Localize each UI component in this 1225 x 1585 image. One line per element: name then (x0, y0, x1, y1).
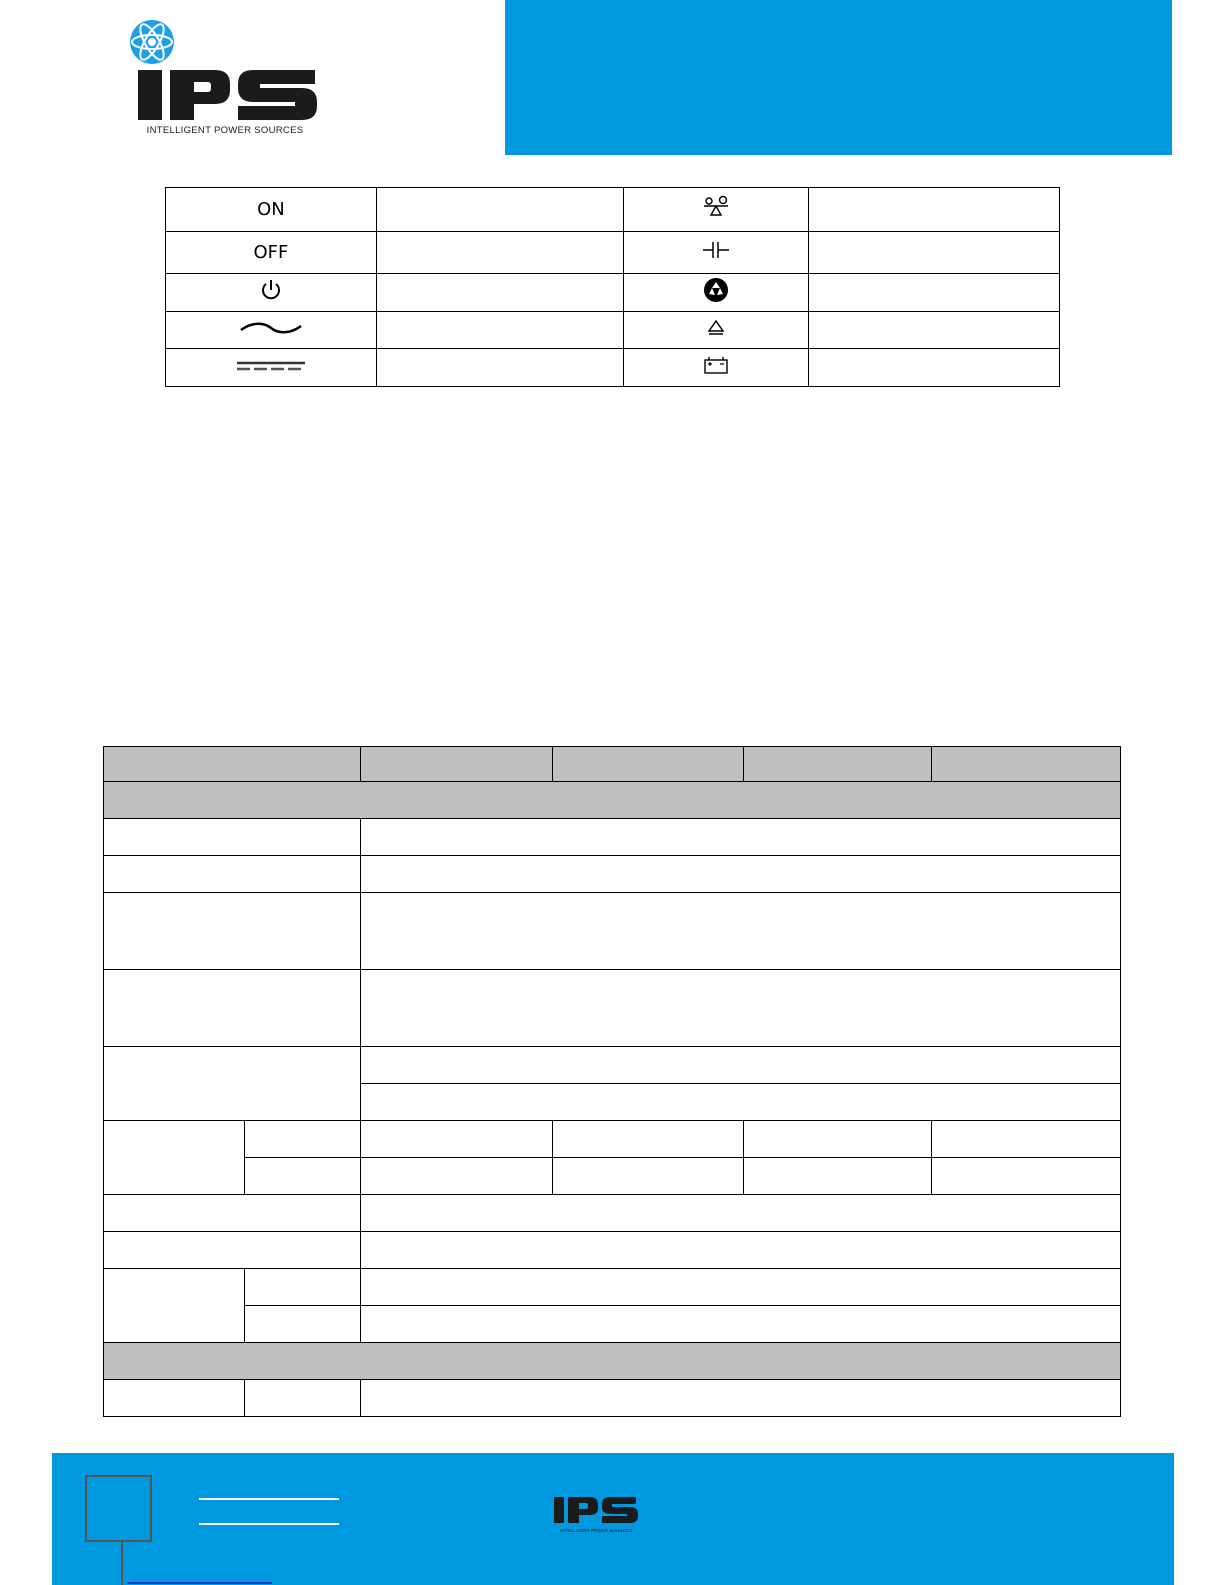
symbol-cell (624, 312, 809, 349)
battery-icon (703, 355, 729, 375)
table-row (104, 1306, 1121, 1343)
value-cell (360, 893, 1120, 970)
value-cell (932, 1158, 1121, 1195)
symbol-cell (166, 188, 377, 232)
value-cell (360, 1084, 1120, 1121)
symbol-cell (166, 312, 377, 349)
table-row (104, 1232, 1121, 1269)
on-text-symbol: ON (257, 199, 285, 220)
sublabel-cell (244, 1158, 360, 1195)
value-cell (360, 1158, 552, 1195)
section-row (104, 782, 1121, 819)
sublabel-cell (244, 1380, 360, 1417)
value-cell (360, 970, 1120, 1047)
label-cell (104, 1269, 245, 1343)
table-row (104, 893, 1121, 970)
value-cell (552, 1158, 744, 1195)
value-cell (744, 1121, 932, 1158)
description-cell (809, 312, 1060, 349)
symbol-cell (166, 274, 377, 312)
table-row (104, 1158, 1121, 1195)
footer-band (52, 1453, 1174, 1585)
label-cell (104, 856, 361, 893)
value-cell (744, 1158, 932, 1195)
off-text-symbol: OFF (253, 242, 289, 263)
description-cell (809, 232, 1060, 274)
header-cell (104, 747, 361, 782)
symbol-cell (624, 349, 809, 387)
description-cell (809, 274, 1060, 312)
description-cell (376, 232, 624, 274)
value-cell (360, 856, 1120, 893)
header-cell (744, 747, 932, 782)
value-cell (360, 1380, 1120, 1417)
logo-tagline: INTELLIGENT POWER SOURCES (146, 125, 304, 136)
label-cell (104, 1195, 361, 1232)
footer-logo-tagline: INTELLIGENT POWER SOURCES (559, 1528, 633, 1533)
symbol-cell (624, 188, 809, 232)
sublabel-cell (244, 1121, 360, 1158)
label-cell (104, 819, 361, 856)
label-cell (104, 893, 361, 970)
symbol-row (166, 274, 1060, 312)
header-cell (360, 747, 552, 782)
table-row (104, 1047, 1121, 1084)
sublabel-cell (244, 1306, 360, 1343)
table-row (104, 1195, 1121, 1232)
symbol-row (166, 349, 1060, 387)
table-row (104, 970, 1121, 1047)
footer-connector (121, 1542, 123, 1585)
footer-contact-line (199, 1523, 339, 1525)
dc-line-icon (235, 360, 307, 372)
description-cell (376, 349, 624, 387)
description-cell (376, 312, 624, 349)
symbols-table (165, 187, 1060, 387)
table-header-row (104, 747, 1121, 782)
value-cell (360, 1121, 552, 1158)
label-cell (104, 970, 361, 1047)
atom-icon (130, 20, 174, 64)
header-band (505, 0, 1172, 155)
symbol-cell (166, 232, 377, 274)
battery-terminal-symbol-icon (701, 240, 731, 260)
section-row (104, 1343, 1121, 1380)
table-row (104, 1269, 1121, 1306)
label-cell (104, 1047, 361, 1121)
value-cell (360, 1269, 1120, 1306)
value-cell (360, 1047, 1120, 1084)
power-standby-icon (260, 279, 282, 301)
ac-wave-icon (239, 321, 303, 335)
section-cell (104, 1343, 1121, 1380)
table-row (104, 819, 1121, 856)
description-cell (376, 188, 624, 232)
symbol-cell (166, 349, 377, 387)
symbol-row (166, 232, 1060, 274)
page-number-box (85, 1475, 152, 1542)
specification-table (103, 746, 1121, 1417)
symbol-cell (624, 274, 809, 312)
symbol-row (166, 312, 1060, 349)
header-cell (932, 747, 1121, 782)
value-cell (360, 1232, 1120, 1269)
footer-link[interactable] (127, 1582, 272, 1584)
description-cell (809, 188, 1060, 232)
symbol-cell (624, 232, 809, 274)
table-row (104, 856, 1121, 893)
value-cell (932, 1121, 1121, 1158)
section-cell (104, 782, 1121, 819)
footer-contact-line (199, 1498, 339, 1500)
table-row (104, 1121, 1121, 1158)
description-cell (376, 274, 624, 312)
sublabel-cell (244, 1269, 360, 1306)
label-cell (104, 1380, 245, 1417)
footer-ips-logo (552, 1493, 640, 1537)
value-cell (360, 819, 1120, 856)
header-cell (552, 747, 744, 782)
ips-logo (120, 14, 330, 140)
symbol-row (166, 188, 1060, 232)
overload-symbol-icon (701, 195, 731, 219)
description-cell (809, 349, 1060, 387)
value-cell (360, 1306, 1120, 1343)
value-cell (552, 1121, 744, 1158)
table-row (104, 1380, 1121, 1417)
recycle-icon (703, 277, 729, 303)
value-cell (360, 1195, 1120, 1232)
eject-triangle-icon (706, 318, 726, 338)
label-cell (104, 1121, 245, 1195)
label-cell (104, 1232, 361, 1269)
